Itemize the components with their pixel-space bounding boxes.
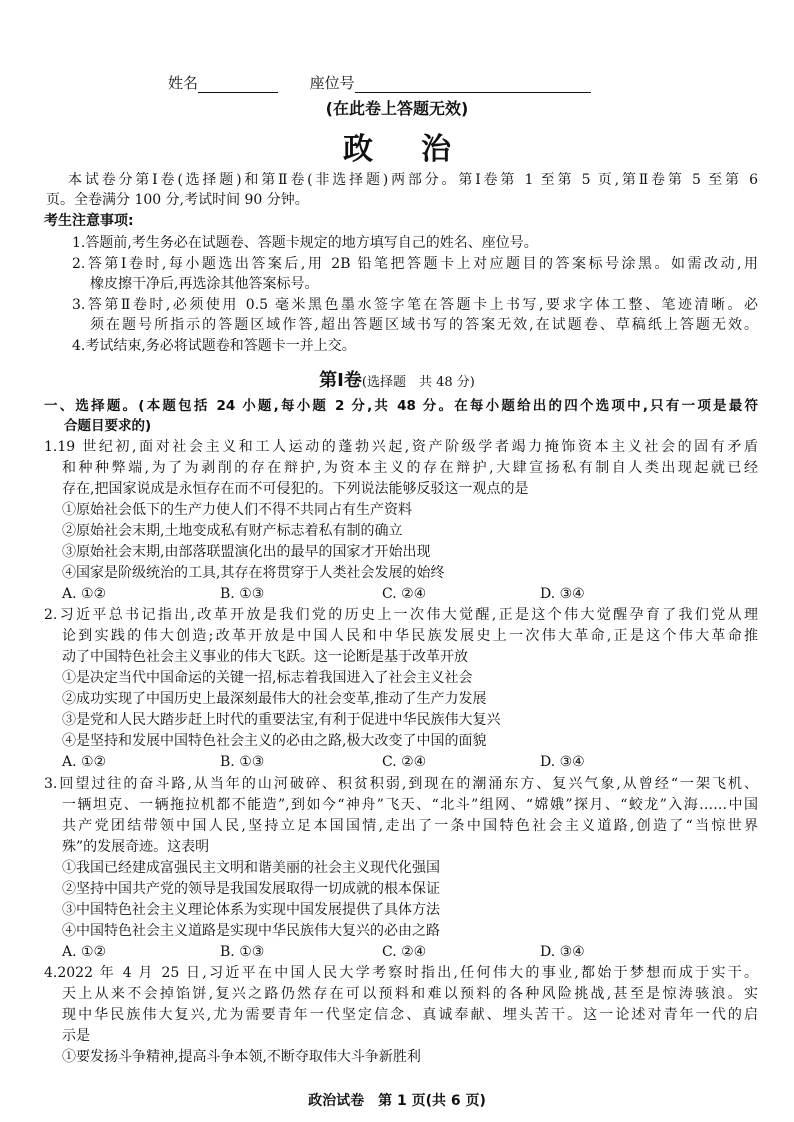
q3-stem-line-2: 一辆坦克、一辆拖拉机都不能造”,到如今“神舟”飞天、“北斗”组网、“嫦娥”探月、“蛟龙”入海……中国 <box>62 797 758 813</box>
q4-stem-line-3: 现中华民族伟大复兴,尤为需要青年一代坚定信念、真诚奉献、埋头苦干。这一论述对青年一代的启 <box>62 1007 758 1023</box>
q1-option-d[interactable]: D. ③④ <box>540 586 585 602</box>
notes-heading: 考生注意事项: <box>44 213 134 229</box>
q3-stem-line-4: 殊”的发展奇迹。这表明 <box>62 839 210 855</box>
seat-blank <box>355 76 591 93</box>
q2-options <box>62 752 758 772</box>
section-1-heading <box>0 366 794 392</box>
q2-stem-line-1: 2.习近平总书记指出,改革开放是我们党的历史上一次伟大觉醒,正是这个伟大觉醒孕育了我们党从理 <box>44 607 758 623</box>
q1-options <box>62 584 758 604</box>
note-1: 1.答题前,考生务必在试题卷、答题卡规定的地方填写自己的姓名、座位号。 <box>72 235 538 251</box>
name-blank <box>198 76 278 93</box>
q1-statement-2: ②原始社会末期,土地变成私有财产标志着私有制的确立 <box>62 523 403 539</box>
q1-option-b[interactable]: B. ①③ <box>220 586 265 602</box>
q4-stem-line-1: 4.2022 年 4 月 25 日,习近平在中国人民大学考察时指出,任何伟大的事业,都始于梦想而成于实干。 <box>44 965 758 981</box>
q4-stem-line-2: 天上从来不会掉馅饼,复兴之路仍然存在可以预料和难以预料的各种风险挑战,甚至是惊涛骇浪。实 <box>62 986 758 1002</box>
q3-option-c[interactable]: C. ②④ <box>382 944 427 960</box>
section-1-subtitle: (选择题 共 48 分) <box>361 375 475 390</box>
q2-option-c[interactable]: C. ②④ <box>382 754 427 770</box>
q1-stem-line-3: 存在,把国家说成是永恒存在而不可侵犯的。下列说法能够反驳这一观点的是 <box>62 481 529 497</box>
q1-stem-line-1: 1.19 世纪初,面对社会主义和工人运动的蓬勃兴起,资产阶级学者竭力掩饰资本主义社会的固有矛盾 <box>44 439 758 455</box>
q4-statement-1: ①要发扬斗争精神,提高斗争本领,不断夺取伟大斗争新胜利 <box>62 1049 421 1065</box>
note-2-line-2: 橡皮擦干净后,再选涂其他答案标号。 <box>90 276 319 292</box>
q2-stem-line-2: 论到实践的伟大创造;改革开放是中国人民和中华民族发展史上一次伟大革命,正是这个伟大革命推 <box>62 628 758 644</box>
q3-statement-2: ②坚持中国共产党的领导是我国发展取得一切成就的根本保证 <box>62 881 440 897</box>
q3-stem-line-3: 共产党团结带领中国人民,坚持立足本国国情,走出了一条中国特色社会主义道路,创造了“当惊世界 <box>62 818 758 834</box>
q3-options <box>62 942 758 962</box>
invalid-answer-notice: (在此卷上答题无效) <box>325 99 469 118</box>
instructions-line-2: 合题目要求的) <box>64 418 152 434</box>
name-label: 姓名 <box>168 74 199 92</box>
note-2-line-1: 2.答第Ⅰ卷时,每小题选出答案后,用 2B 铅笔把答题卡上对应题目的答案标号涂黑。如需改动,用 <box>72 256 758 272</box>
q1-statement-4: ④国家是阶级统治的工具,其存在将贯穿于人类社会发展的始终 <box>62 565 445 581</box>
q1-statement-1: ①原始社会低下的生产力使人们不得不共同占有生产资料 <box>62 502 412 518</box>
q3-statement-1: ①我国已经建成富强民主文明和谐美丽的社会主义现代化强国 <box>62 860 440 876</box>
q3-option-d[interactable]: D. ③④ <box>540 944 585 960</box>
page-footer: 政治试卷 第 1 页(共 6 页) <box>308 1093 486 1109</box>
q3-option-a[interactable]: A. ①② <box>62 944 107 960</box>
q1-stem-line-2: 和种种弊端,为了为剥削的存在辩护,为资本主义的存在辩护,大肆宣扬私有制自人类出现起就已经 <box>62 460 758 476</box>
q1-option-a[interactable]: A. ①② <box>62 586 107 602</box>
section-1-title: 第Ⅰ卷 <box>319 370 362 391</box>
q2-statement-1: ①是决定当代中国命运的关键一招,标志着我国进入了社会主义社会 <box>62 670 473 686</box>
intro-line-1: 本试卷分第Ⅰ卷(选择题)和第Ⅱ卷(非选择题)两部分。第Ⅰ卷第 1 至第 5 页,第Ⅱ卷第 5 至第 6 <box>68 172 758 188</box>
q2-option-d[interactable]: D. ③④ <box>540 754 585 770</box>
q2-statement-3: ③是党和人民大踏步赶上时代的重要法宝,有利于促进中华民族伟大复兴 <box>62 712 501 728</box>
seat-label: 座位号 <box>309 74 355 92</box>
q2-stem-line-3: 动了中国特色社会主义事业的伟大飞跃。这一论断是基于改革开放 <box>62 649 468 665</box>
instructions-line-1: 一、选择题。(本题包括 24 小题,每小题 2 分,共 48 分。在每小题给出的四个选项中,只有一项是最符 <box>44 398 758 414</box>
q3-statement-4: ④中国特色社会主义道路是实现中华民族伟大复兴的必由之路 <box>62 923 440 939</box>
q3-stem-line-1: 3.回望过往的奋斗路,从当年的山河破碎、积贫积弱,到现在的潮涌东方、复兴气象,从曾经“一架飞机、 <box>44 776 758 792</box>
note-4: 4.考试结束,务必将试题卷和答题卡一并上交。 <box>72 338 356 354</box>
q2-statement-2: ②成功实现了中国历史上最深刻最伟大的社会变革,推动了生产力发展 <box>62 691 487 707</box>
intro-line-2: 页。全卷满分 100 分,考试时间 90 分钟。 <box>46 192 309 208</box>
q4-stem-line-4: 示是 <box>62 1028 90 1044</box>
q1-statement-3: ③原始社会末期,由部落联盟演化出的最早的国家才开始出现 <box>62 544 431 560</box>
q1-option-c[interactable]: C. ②④ <box>382 586 427 602</box>
note-3-line-2: 须在题号所指示的答题区域作答,超出答题区域书写的答案无效,在试题卷、草稿纸上答题无效。 <box>90 317 758 333</box>
q2-statement-4: ④是坚持和发展中国特色社会主义的必由之路,极大改变了中国的面貌 <box>62 733 487 749</box>
q3-statement-3: ③中国特色社会主义理论体系为实现中国发展提供了具体方法 <box>62 902 440 918</box>
note-3-line-1: 3.答第Ⅱ卷时,必须使用 0.5 毫米黑色墨水签字笔在答题卡上书写,要求字体工整、笔迹清晰。必 <box>72 297 758 313</box>
candidate-info-line <box>168 72 638 96</box>
page-title: 政治 <box>343 132 499 167</box>
q2-option-b[interactable]: B. ①③ <box>220 754 265 770</box>
q3-option-b[interactable]: B. ①③ <box>220 944 265 960</box>
q2-option-a[interactable]: A. ①② <box>62 754 107 770</box>
